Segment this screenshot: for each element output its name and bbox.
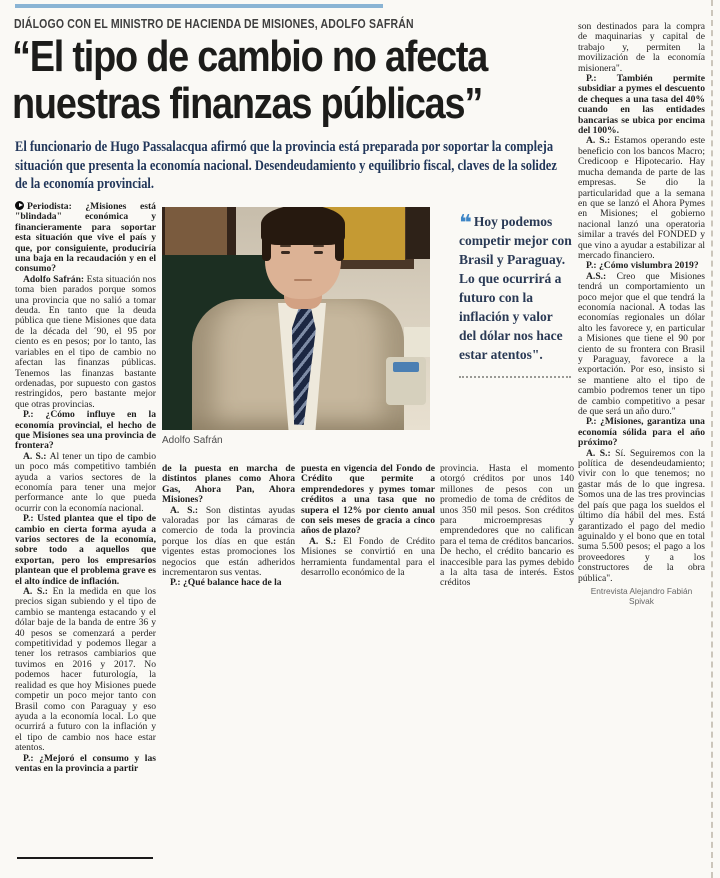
interview-answer: son destinados para la compra de maquinarias y capital de trabajo y, permiten la movilización de la economía misionera". [578, 21, 705, 74]
man-eye [281, 251, 290, 254]
interview-answer: Adolfo Safrán: Esta situación nos toma bien parados porque somos una provincia que no salió a tomar deuda. En tanto que la deuda pública que tiene Misiones que data de la década del ´90, el 95 por ciento es en pesos; por lo tanto, las variables en el tipo de cambio no afectan las finanzas públicas. Tenemos las finanzas bastante ordenadas, por supuesto con gastos restringidos, pero bastante mejor que otras provincias. [15, 273, 156, 410]
man-eye [314, 251, 323, 254]
interview-answer: A. S.: Al tener un tipo de cambio un poco más competitivo también ayuda a varios sectores de la economía para tener una mejor performance ante lo que pueda ocurrir con la economía nacional. [15, 450, 156, 514]
pull-quote [459, 212, 572, 378]
column-end-rule [17, 857, 153, 859]
speaker-label: A. S.: [23, 450, 50, 462]
interview-question: P.: ¿Misiones, garantiza una economía sólida para el año próximo? [578, 416, 705, 449]
speaker-label: A. S.: [23, 586, 53, 598]
page-perforation-line [711, 0, 713, 878]
speaker-label: P.: [23, 409, 46, 421]
interview-question: P.: ¿Cómo influye en la economía provincial, el hecho de que Misiones sea una provincia de frontera? [15, 409, 156, 452]
pull-quote-divider [459, 376, 571, 378]
interview-question: de la puesta en marcha de distintos planes como Ahora Gas, Ahora Pan, Ahora Misiones? [162, 463, 295, 506]
interview-answer: A. S.: Sí. Seguiremos con la política de desendeudamiento; vivir con lo que tenemos; no gastar más de lo que ingresa. Somos una de las tres provincias del país que paga los sueldos el último día hábil del mes. Está garantizado el pago del medio aguinaldo y el bono que en total suma 5.500 pesos; el pago a los proveedores y a los constructores de la obra pública". [578, 447, 706, 584]
speaker-label: A. S.: [586, 135, 615, 147]
interview-question: Periodista: ¿Misiones está "blindada" económica y financieramente para soportar esta situación que vive el país y que, por consiguiente, produciría una baja en la recaudación y en el consumo? [15, 201, 156, 275]
column-2 [162, 464, 295, 589]
quote-mark-icon: ❝ [459, 211, 472, 236]
article-byline: Entrevista Alejandro Fabián Spivak [590, 585, 693, 607]
headline-line-1: “El tipo de cambio no afecta [12, 32, 488, 81]
pull-quote-body: Hoy podemos competir mejor con Brasil y Paraguay. Lo que ocurrirá a futuro con la inflación y valor del dólar nos hace estar atentos". [459, 214, 572, 362]
interview-answer: A.S.: Creo que Misiones tendrá un comportamiento un poco mejor que el que tendrá la economía nacional. A todas las economías regionales un dólar alto les favorece y, en particular a Misiones que tiene el 90 por ciento de su frontera con Brasil y Paraguay, favorece a la exportación. Por eso, insisto si se mantiene alto el tipo de cambio podremos tener un tipo de cambio competitivo a pesar de que será un año duro." [578, 270, 705, 418]
interview-answer: A. S.: En la medida en que los precios sigan subiendo y el tipo de cambio se mantenga estacando y el dólar baje de la banda de entre 36 y 40 pesos se comenzará a perder competitividad y podemos llegar a tener los retrasos cambiarios que tuvimos en 2016 y 2017. No podemos hacer futurología, la realidad es que hoy Misiones puede competir un poco mejor tanto con Brasil como con Paraguay y eso ayuda a la economía local. Lo que ocurrirá a futuro con la inflación y el tipo de cambio nos hace estar atentos. [15, 586, 156, 754]
column-4 [440, 464, 574, 589]
man-hair-side [335, 235, 344, 261]
column-3 [301, 464, 435, 578]
interview-answer: provincia. Hasta el momento otorgó créditos por unos 140 millones de pesos con un promedio de toma de créditos de unos 350 mil pesos. Son créditos para microempresas y emprendedores que no califican para el tema de créditos bancarios. De hecho, el crédito bancario es inaccesible para las pymes debido a la alta tasa de interés. Estos créditos [440, 463, 574, 589]
man-mouth [294, 279, 312, 281]
interview-question: P.: ¿Qué balance hace de la [170, 577, 282, 589]
speaker-label: A. S.: [170, 504, 206, 516]
headline-line-2: nuestras finanzas públicas” [12, 79, 483, 128]
desk-phone-detail [393, 362, 419, 372]
speaker-label: P.: [586, 260, 599, 272]
headline [12, 33, 614, 127]
pull-quote-text [459, 212, 572, 364]
speaker-label: P.: [586, 73, 617, 85]
man-eyebrow [313, 245, 324, 247]
speaker-label: A.S.: [586, 270, 617, 282]
man-hair [261, 207, 345, 245]
interview-question: puesta en vigencia del Fondo de Crédito que permite a emprendedores y pymes tomar créditos a una tasa que no supera el 12% por ciento anual con seis meses de gracia a cinco años de plazo? [301, 463, 435, 537]
interview-question: P.: ¿Cómo vislumbra 2019? [586, 260, 699, 272]
interview-question: P.: Usted plantea que el tipo de cambio en cierta forma ayuda a varios sectores de la economía, sobre todo a aquellos que exportan, pero los empresarios plantean que el problema grave es el alto índice de inflación. [15, 513, 156, 587]
column-1 [15, 201, 156, 774]
speaker-label: P.: [170, 577, 183, 589]
interview-answer: A. S.: Son distintas ayudas valoradas por las cámaras de comercio de toda la provincia porque los días en que están vigentes estas promociones los negocios que están adheridos incrementaron sus ventas. [162, 504, 295, 579]
interview-answer: A. S.: El Fondo de Crédito Misiones se convirtió en una herramienta fundamental para el desarrollo económico de la [301, 535, 435, 579]
column-5 [578, 22, 705, 607]
interview-start-icon [15, 201, 24, 210]
speaker-label: A. S.: [586, 447, 616, 459]
speaker-label: A. S.: [309, 535, 344, 547]
picture-frame-corner [406, 207, 430, 259]
portrait-photo [162, 207, 430, 430]
speaker-label: Adolfo Safrán: [23, 273, 87, 285]
speaker-label: P.: [23, 752, 40, 764]
interview-answer: A. S.: Estamos operando este beneficio con los bancos Macro; Credicoop e Hipotecario. Hay mucha demanda de parte de las empresas. Se dio la particularidad que a la semana en que se lanzó el Ahora Pymes en Misiones; el gobierno nacional lanzó una operatoria similar a través del FONDED y que vino a ayudar a estabilizar al mercado financiero. [578, 135, 705, 261]
interview-question: P.: También permite subsidiar a pymes el descuento de cheques a una tasa del 40% cuando en las entidades bancarias se ubica por encima del 100%. [578, 73, 705, 137]
man-eyebrow [280, 245, 291, 247]
desk-paper [404, 327, 430, 357]
kicker: DIÁLOGO CON EL MINISTRO DE HACIENDA DE MISIONES, ADOLFO SAFRÁN [14, 17, 414, 31]
speaker-label: P.: [23, 513, 38, 525]
interview-question: P.: ¿Mejoró el consumo y las ventas en la provincia a partir [15, 752, 156, 774]
speaker-label: P.: [586, 416, 601, 428]
man-hair-side [262, 235, 271, 261]
lede-paragraph: El funcionario de Hugo Passalacqua afirmó que la provincia está preparada por soportar la compleja situación que presenta la economía nacional. Desendeudamiento y equilibrio fiscal, claves de la solidez de la economía provincial. [15, 139, 557, 192]
desk-phone [386, 357, 426, 405]
speaker-label: Periodista: [27, 201, 86, 212]
photo-caption: Adolfo Safrán [162, 435, 223, 446]
top-accent-bar [15, 4, 383, 8]
